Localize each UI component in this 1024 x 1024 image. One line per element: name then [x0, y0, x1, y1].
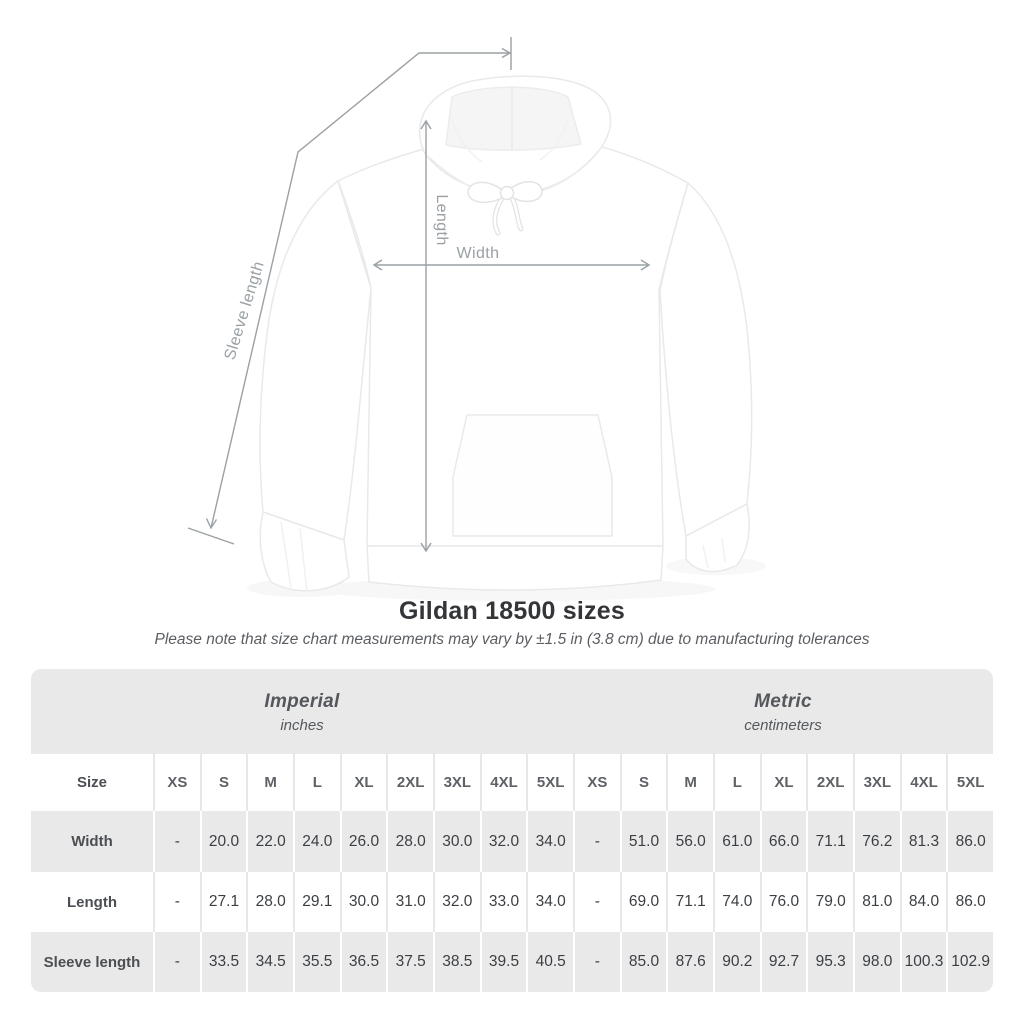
row-label-sleeve-length: Sleeve length	[31, 932, 153, 992]
size-value-cell: 30.0	[340, 872, 387, 932]
length-label: Length	[433, 194, 450, 246]
group-title: Metric	[754, 691, 812, 712]
hoodie-illustration	[260, 76, 752, 592]
size-value-cell: 71.1	[806, 811, 853, 872]
size-header-2xl: 2XL	[806, 754, 853, 811]
size-value-cell: 95.3	[806, 932, 853, 992]
size-value-cell: 34.5	[246, 932, 293, 992]
group-title: Imperial	[264, 691, 340, 712]
size-value-cell: 40.5	[526, 932, 573, 992]
page-title: Gildan 18500 sizes	[399, 597, 625, 625]
size-value-cell: 92.7	[760, 932, 807, 992]
size-value-cell: 27.1	[200, 872, 247, 932]
size-header-5xl: 5XL	[946, 754, 993, 811]
size-header-3xl: 3XL	[433, 754, 480, 811]
tolerance-note: Please note that size chart measurements may vary by ±1.5 in (3.8 cm) due to manufacturing tolerances	[154, 631, 870, 648]
size-value-cell: 29.1	[293, 872, 340, 932]
size-value-cell: 61.0	[713, 811, 760, 872]
group-unit: inches	[280, 717, 324, 734]
size-header-m: M	[246, 754, 293, 811]
size-value-cell: 86.0	[946, 811, 993, 872]
size-value-cell: 71.1	[666, 872, 713, 932]
size-value-cell: 39.5	[480, 932, 527, 992]
size-header-4xl: 4XL	[480, 754, 527, 811]
size-value-cell: 56.0	[666, 811, 713, 872]
size-value-cell: -	[153, 872, 200, 932]
size-header-xl: XL	[340, 754, 387, 811]
size-header-l: L	[713, 754, 760, 811]
size-value-cell: 36.5	[340, 932, 387, 992]
size-value-cell: 85.0	[620, 932, 667, 992]
size-value-cell: 76.0	[760, 872, 807, 932]
size-value-cell: 74.0	[713, 872, 760, 932]
size-value-cell: 37.5	[386, 932, 433, 992]
size-value-cell: 26.0	[340, 811, 387, 872]
width-label: Width	[456, 245, 500, 262]
size-value-cell: 51.0	[620, 811, 667, 872]
size-header-l: L	[293, 754, 340, 811]
size-value-cell: 38.5	[433, 932, 480, 992]
size-column-header: Size	[76, 774, 107, 791]
size-value-cell: 28.0	[246, 872, 293, 932]
size-header-xl: XL	[760, 754, 807, 811]
size-table	[31, 669, 993, 992]
group-header-imperial	[31, 669, 573, 754]
size-value-cell: 102.9	[946, 932, 993, 992]
size-header-xs: XS	[153, 754, 200, 811]
size-value-cell: 34.0	[526, 811, 573, 872]
size-header-s: S	[200, 754, 247, 811]
size-value-cell: -	[573, 811, 620, 872]
size-header-3xl: 3XL	[853, 754, 900, 811]
size-value-cell: -	[573, 932, 620, 992]
size-value-cell: 34.0	[526, 872, 573, 932]
size-value-cell: 90.2	[713, 932, 760, 992]
size-header-2xl: 2XL	[386, 754, 433, 811]
size-value-cell: 35.5	[293, 932, 340, 992]
size-value-cell: 20.0	[200, 811, 247, 872]
size-value-cell: 81.3	[900, 811, 947, 872]
group-unit: centimeters	[744, 717, 822, 734]
size-value-cell: 66.0	[760, 811, 807, 872]
size-value-cell: 81.0	[853, 872, 900, 932]
size-value-cell: 79.0	[806, 872, 853, 932]
size-header-4xl: 4XL	[900, 754, 947, 811]
size-value-cell: 33.0	[480, 872, 527, 932]
size-value-cell: 32.0	[433, 872, 480, 932]
group-header-metric	[573, 669, 993, 754]
size-header-xs: XS	[573, 754, 620, 811]
size-value-cell: 86.0	[946, 872, 993, 932]
row-label-width: Width	[31, 811, 153, 872]
sleeve-length-label: Sleeve length	[221, 259, 268, 363]
row-label-length: Length	[67, 893, 117, 911]
size-value-cell: -	[573, 872, 620, 932]
size-value-cell: 76.2	[853, 811, 900, 872]
size-value-cell: -	[153, 811, 200, 872]
size-value-cell: 32.0	[480, 811, 527, 872]
size-value-cell: 98.0	[853, 932, 900, 992]
size-value-cell: 24.0	[293, 811, 340, 872]
size-value-cell: -	[153, 932, 200, 992]
size-value-cell: 28.0	[386, 811, 433, 872]
size-value-cell: 33.5	[200, 932, 247, 992]
size-value-cell: 84.0	[900, 872, 947, 932]
size-header-m: M	[666, 754, 713, 811]
size-value-cell: 87.6	[666, 932, 713, 992]
size-header-5xl: 5XL	[526, 754, 573, 811]
size-value-cell: 69.0	[620, 872, 667, 932]
size-value-cell: 22.0	[246, 811, 293, 872]
size-header-s: S	[620, 754, 667, 811]
size-value-cell: 30.0	[433, 811, 480, 872]
size-value-cell: 100.3	[900, 932, 947, 992]
size-value-cell: 31.0	[386, 872, 433, 932]
